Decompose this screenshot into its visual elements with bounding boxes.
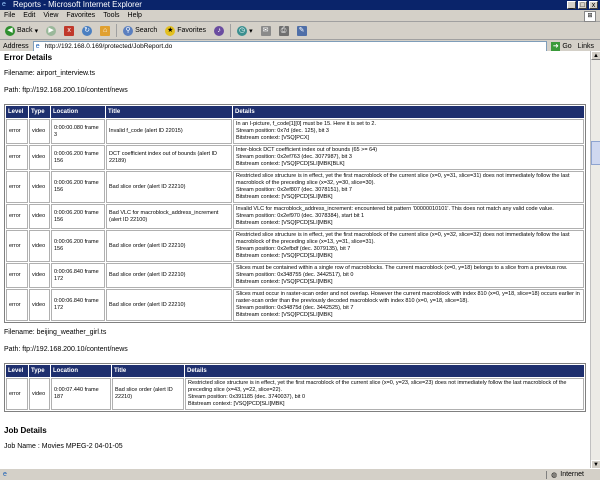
title-cell: Bad slice order (alert ID 22210) <box>112 378 184 410</box>
go-button[interactable] <box>551 42 571 51</box>
search-button[interactable] <box>121 24 159 38</box>
header-title: Title <box>106 106 232 118</box>
type-cell: video <box>29 204 50 229</box>
back-arrow-icon: ◀ <box>5 26 15 36</box>
media-button[interactable] <box>212 24 226 38</box>
back-button[interactable] <box>3 24 40 38</box>
details-line: Bitstream context: [VSQ[PCD[SLI[MBK] <box>236 279 333 285</box>
location-cell: 0:00:06.200 frame 156 <box>51 204 105 229</box>
type-cell: video <box>29 230 50 262</box>
details-cell <box>233 230 584 262</box>
go-arrow-icon: ➜ <box>552 42 559 50</box>
search-icon: ⚲ <box>123 26 133 36</box>
mail-icon: ✉ <box>261 26 271 36</box>
address-label: Address <box>3 42 29 50</box>
location-cell: 0:00:00.080 frame 3 <box>51 119 105 144</box>
header-level: Level <box>6 106 28 118</box>
details-line: In an I-picture, f_code[1][0] must be 15. Here it is set to 2. <box>236 121 377 127</box>
details-cell <box>233 289 584 321</box>
details-line: Stream position: 0x2ef763 (dec. 3077987), bit 3 <box>236 154 352 160</box>
header-details: Details <box>185 365 584 377</box>
scroll-down-icon[interactable]: ▼ <box>591 460 600 469</box>
details-line: Stream position: 0x2ef807 (dec. 3078151), bit 7 <box>236 187 352 193</box>
details-line: Stream position: 0x2efbdf (dec. 3079135), bit 7 <box>236 246 351 252</box>
details-cell <box>233 119 584 144</box>
go-label: Go <box>562 42 572 50</box>
type-cell: video <box>29 263 50 288</box>
scroll-up-icon[interactable]: ▲ <box>591 51 600 60</box>
print-icon: ⎙ <box>279 26 289 36</box>
search-label: Search <box>135 27 158 34</box>
header-title: Title <box>112 365 184 377</box>
location-cell: 0:00:06.840 frame 172 <box>51 263 105 288</box>
title-cell: Bad slice order (alert ID 22210) <box>106 171 232 203</box>
table-row <box>6 171 584 203</box>
location-cell: 0:00:06.200 frame 156 <box>51 145 105 170</box>
path-2: Path: ftp://192.168.200.10/content/news <box>4 346 128 353</box>
table-row <box>6 289 584 321</box>
details-line: Stream position: 0x391185 (dec. 3740037), bit 0 <box>188 394 306 400</box>
title-cell: Invalid f_code (alert ID 22015) <box>106 119 232 144</box>
details-line: Inter-block DCT coefficient index out of bounds (65 >= 64) <box>236 147 378 153</box>
ie-logo-icon: e <box>2 1 6 8</box>
level-cell: error <box>6 263 28 288</box>
menu-view[interactable]: View <box>43 12 59 19</box>
star-icon: ★ <box>167 26 174 34</box>
details-cell <box>185 378 584 410</box>
table-row <box>6 145 584 170</box>
title-cell: DCT coefficient index out of bounds (alert ID 22189) <box>106 145 232 170</box>
toolbar-separator <box>230 24 231 37</box>
job-details-heading: Job Details <box>4 426 47 435</box>
details-line: Slices must be contained within a single row of macroblocks. The current macroblock (x=0, y=18) belongs to a slice from a previous row. <box>236 265 568 271</box>
menu-edit[interactable]: Edit <box>23 12 36 19</box>
close-button[interactable]: x <box>589 1 598 9</box>
table-row <box>6 263 584 288</box>
level-cell: error <box>6 230 28 262</box>
menu-help[interactable]: Help <box>127 12 142 19</box>
details-line: Slices must occur in raster-scan order and not overlap. However the current macroblock with index 810 (x=0, y=18, slice=18) occurs earlier in raster-scan order than the previously decoded macroblock with index 810 (x=0, y=18, slice=18). <box>236 291 580 304</box>
details-line: Invalid VLC for macroblock_address_increment: encountered bit pattern '00000010101'. This does not match any valid code value. <box>236 206 554 212</box>
location-cell: 0:00:06.200 frame 156 <box>51 171 105 203</box>
media-icon: ♪ <box>214 26 224 36</box>
zone-label: Internet <box>560 471 584 478</box>
details-line: Restricted slice structure is in effect, yet the first macroblock of the current slice (x=0, y=31, slice=31) does not immediately follow the last macroblock of the preceding slice (x=32, y=30, slice=30). <box>236 173 570 186</box>
location-cell: 0:00:06.200 frame 156 <box>51 230 105 262</box>
details-line: Bitstream context: [VSQ[PCD[SLI[MBK] <box>236 253 333 259</box>
location-cell: 0:00:06.840 frame 172 <box>51 289 105 321</box>
level-cell: error <box>6 145 28 170</box>
security-zone <box>546 471 584 479</box>
refresh-button[interactable] <box>80 24 94 38</box>
path-1: Path: ftp://192.168.200.10/content/news <box>4 87 128 94</box>
favorites-label: Favorites <box>177 27 207 34</box>
menu-favorites[interactable]: Favorites <box>66 12 96 19</box>
details-line: Bitstream context: [VSQ[PCD[SLI[MBK] <box>188 401 285 407</box>
details-line: Bitstream context: [VSQ[PCX] <box>236 135 310 141</box>
type-cell: video <box>29 378 50 410</box>
details-line: Bitstream context: [VSQ[PCD[SLI[MBK] <box>236 220 333 226</box>
forward-arrow-icon: ▶ <box>46 26 56 36</box>
title-cell: Bad slice order (alert ID 22210) <box>106 289 232 321</box>
table-header-row <box>6 365 584 377</box>
stop-icon: x <box>64 26 74 36</box>
details-cell <box>233 204 584 229</box>
error-table-2 <box>4 363 586 412</box>
filename-2: Filename: beijing_weather_girl.ts <box>4 329 107 336</box>
details-cell <box>233 263 584 288</box>
back-label: Back <box>17 27 33 34</box>
type-cell: video <box>29 171 50 203</box>
scroll-thumb[interactable] <box>591 141 600 165</box>
details-line: Bitstream context: [VSQ[PCD[SLI[MBK[BLK] <box>236 161 345 167</box>
minimize-button[interactable]: _ <box>567 1 576 9</box>
details-line: Stream position: 0x34875d (dec. 3442525), bit 7 <box>236 305 354 311</box>
details-line: Stream position: 0x7d (dec. 125), bit 3 <box>236 128 329 134</box>
toolbar-separator <box>116 24 117 37</box>
status-bar <box>0 468 600 480</box>
level-cell: error <box>6 204 28 229</box>
job-name: Job Name : Movies MPEG-2 04-01-05 <box>4 443 123 450</box>
favorites-button[interactable] <box>163 24 208 38</box>
details-line: Restricted slice structure is in effect, yet the first macroblock of the current slice (x=0, y=32, slice=32) does not immediately follow the last macroblock of the preceding slice (x=13, y=31, slice=31). <box>236 232 570 245</box>
details-line: Stream position: 0x348755 (dec. 3442517), bit 0 <box>236 272 354 278</box>
edit-button[interactable] <box>295 24 309 38</box>
edit-icon: ✎ <box>297 26 307 36</box>
level-cell: error <box>6 119 28 144</box>
details-line: Stream position: 0x2ef970 (dec. 3078384), start bit 1 <box>236 213 365 219</box>
home-button[interactable] <box>98 24 112 38</box>
menu-bar <box>0 10 600 22</box>
table-row <box>6 230 584 262</box>
type-cell: video <box>29 289 50 321</box>
error-table-1 <box>4 104 586 323</box>
header-location: Location <box>51 365 111 377</box>
globe-icon: ◍ <box>551 471 558 479</box>
windows-flag-icon: ⊞ <box>584 11 596 22</box>
title-cell: Bad slice order (alert ID 22210) <box>106 263 232 288</box>
menu-file[interactable]: File <box>4 12 16 19</box>
header-level: Level <box>6 365 28 377</box>
links-button[interactable]: Links <box>577 42 594 50</box>
title-bar <box>0 0 600 10</box>
page-done-icon: e <box>3 471 7 478</box>
location-cell: 0:00:07.440 frame 187 <box>51 378 111 410</box>
history-button[interactable] <box>235 24 255 38</box>
header-type: Type <box>29 106 50 118</box>
mail-button[interactable] <box>259 24 273 38</box>
refresh-icon: ↻ <box>82 26 92 36</box>
level-cell: error <box>6 378 28 410</box>
details-line: Restricted slice structure is in effect, yet the first macroblock of the current slice (x=0, y=23, slice=23) does not immediately follow the last macroblock of the preceding slice (x=43, y=22, slice=22). <box>188 380 567 393</box>
toolbar <box>0 22 600 40</box>
vertical-scrollbar[interactable] <box>590 51 600 469</box>
page-icon: e <box>35 42 40 50</box>
address-input[interactable] <box>33 41 548 52</box>
forward-button[interactable] <box>44 24 58 38</box>
type-cell: video <box>29 145 50 170</box>
table-row <box>6 378 584 410</box>
filename-1: Filename: airport_interview.ts <box>4 70 96 77</box>
menu-tools[interactable]: Tools <box>103 12 120 19</box>
chevron-down-icon: ▾ <box>249 27 253 35</box>
history-icon: ◷ <box>239 26 246 34</box>
window-title: Reports - Microsoft Internet Explorer <box>13 0 142 9</box>
table-header-row <box>6 106 584 118</box>
header-details: Details <box>233 106 584 118</box>
error-details-heading: Error Details <box>4 53 53 62</box>
title-cell: Bad VLC for macroblock_address_increment (alert ID 22100) <box>106 204 232 229</box>
print-button[interactable] <box>277 24 291 38</box>
details-cell <box>233 145 584 170</box>
type-cell: video <box>29 119 50 144</box>
home-icon: ⌂ <box>100 26 110 36</box>
details-line: Bitstream context: [VSQ[PCD[SLI[MBK] <box>236 312 333 318</box>
address-url: http://192.168.0.169/protected/JobReport.do <box>44 42 173 50</box>
header-type: Type <box>29 365 50 377</box>
table-row <box>6 119 584 144</box>
chevron-down-icon: ▾ <box>34 27 39 35</box>
level-cell: error <box>6 171 28 203</box>
header-location: Location <box>51 106 105 118</box>
details-line: Bitstream context: [VSQ[PCD[SLI[MBK] <box>236 194 333 200</box>
level-cell: error <box>6 289 28 321</box>
stop-button[interactable] <box>62 24 76 38</box>
page-content <box>0 51 590 469</box>
title-cell: Bad slice order (alert ID 22210) <box>106 230 232 262</box>
maximize-button[interactable]: □ <box>578 1 587 9</box>
table-row <box>6 204 584 229</box>
details-cell <box>233 171 584 203</box>
